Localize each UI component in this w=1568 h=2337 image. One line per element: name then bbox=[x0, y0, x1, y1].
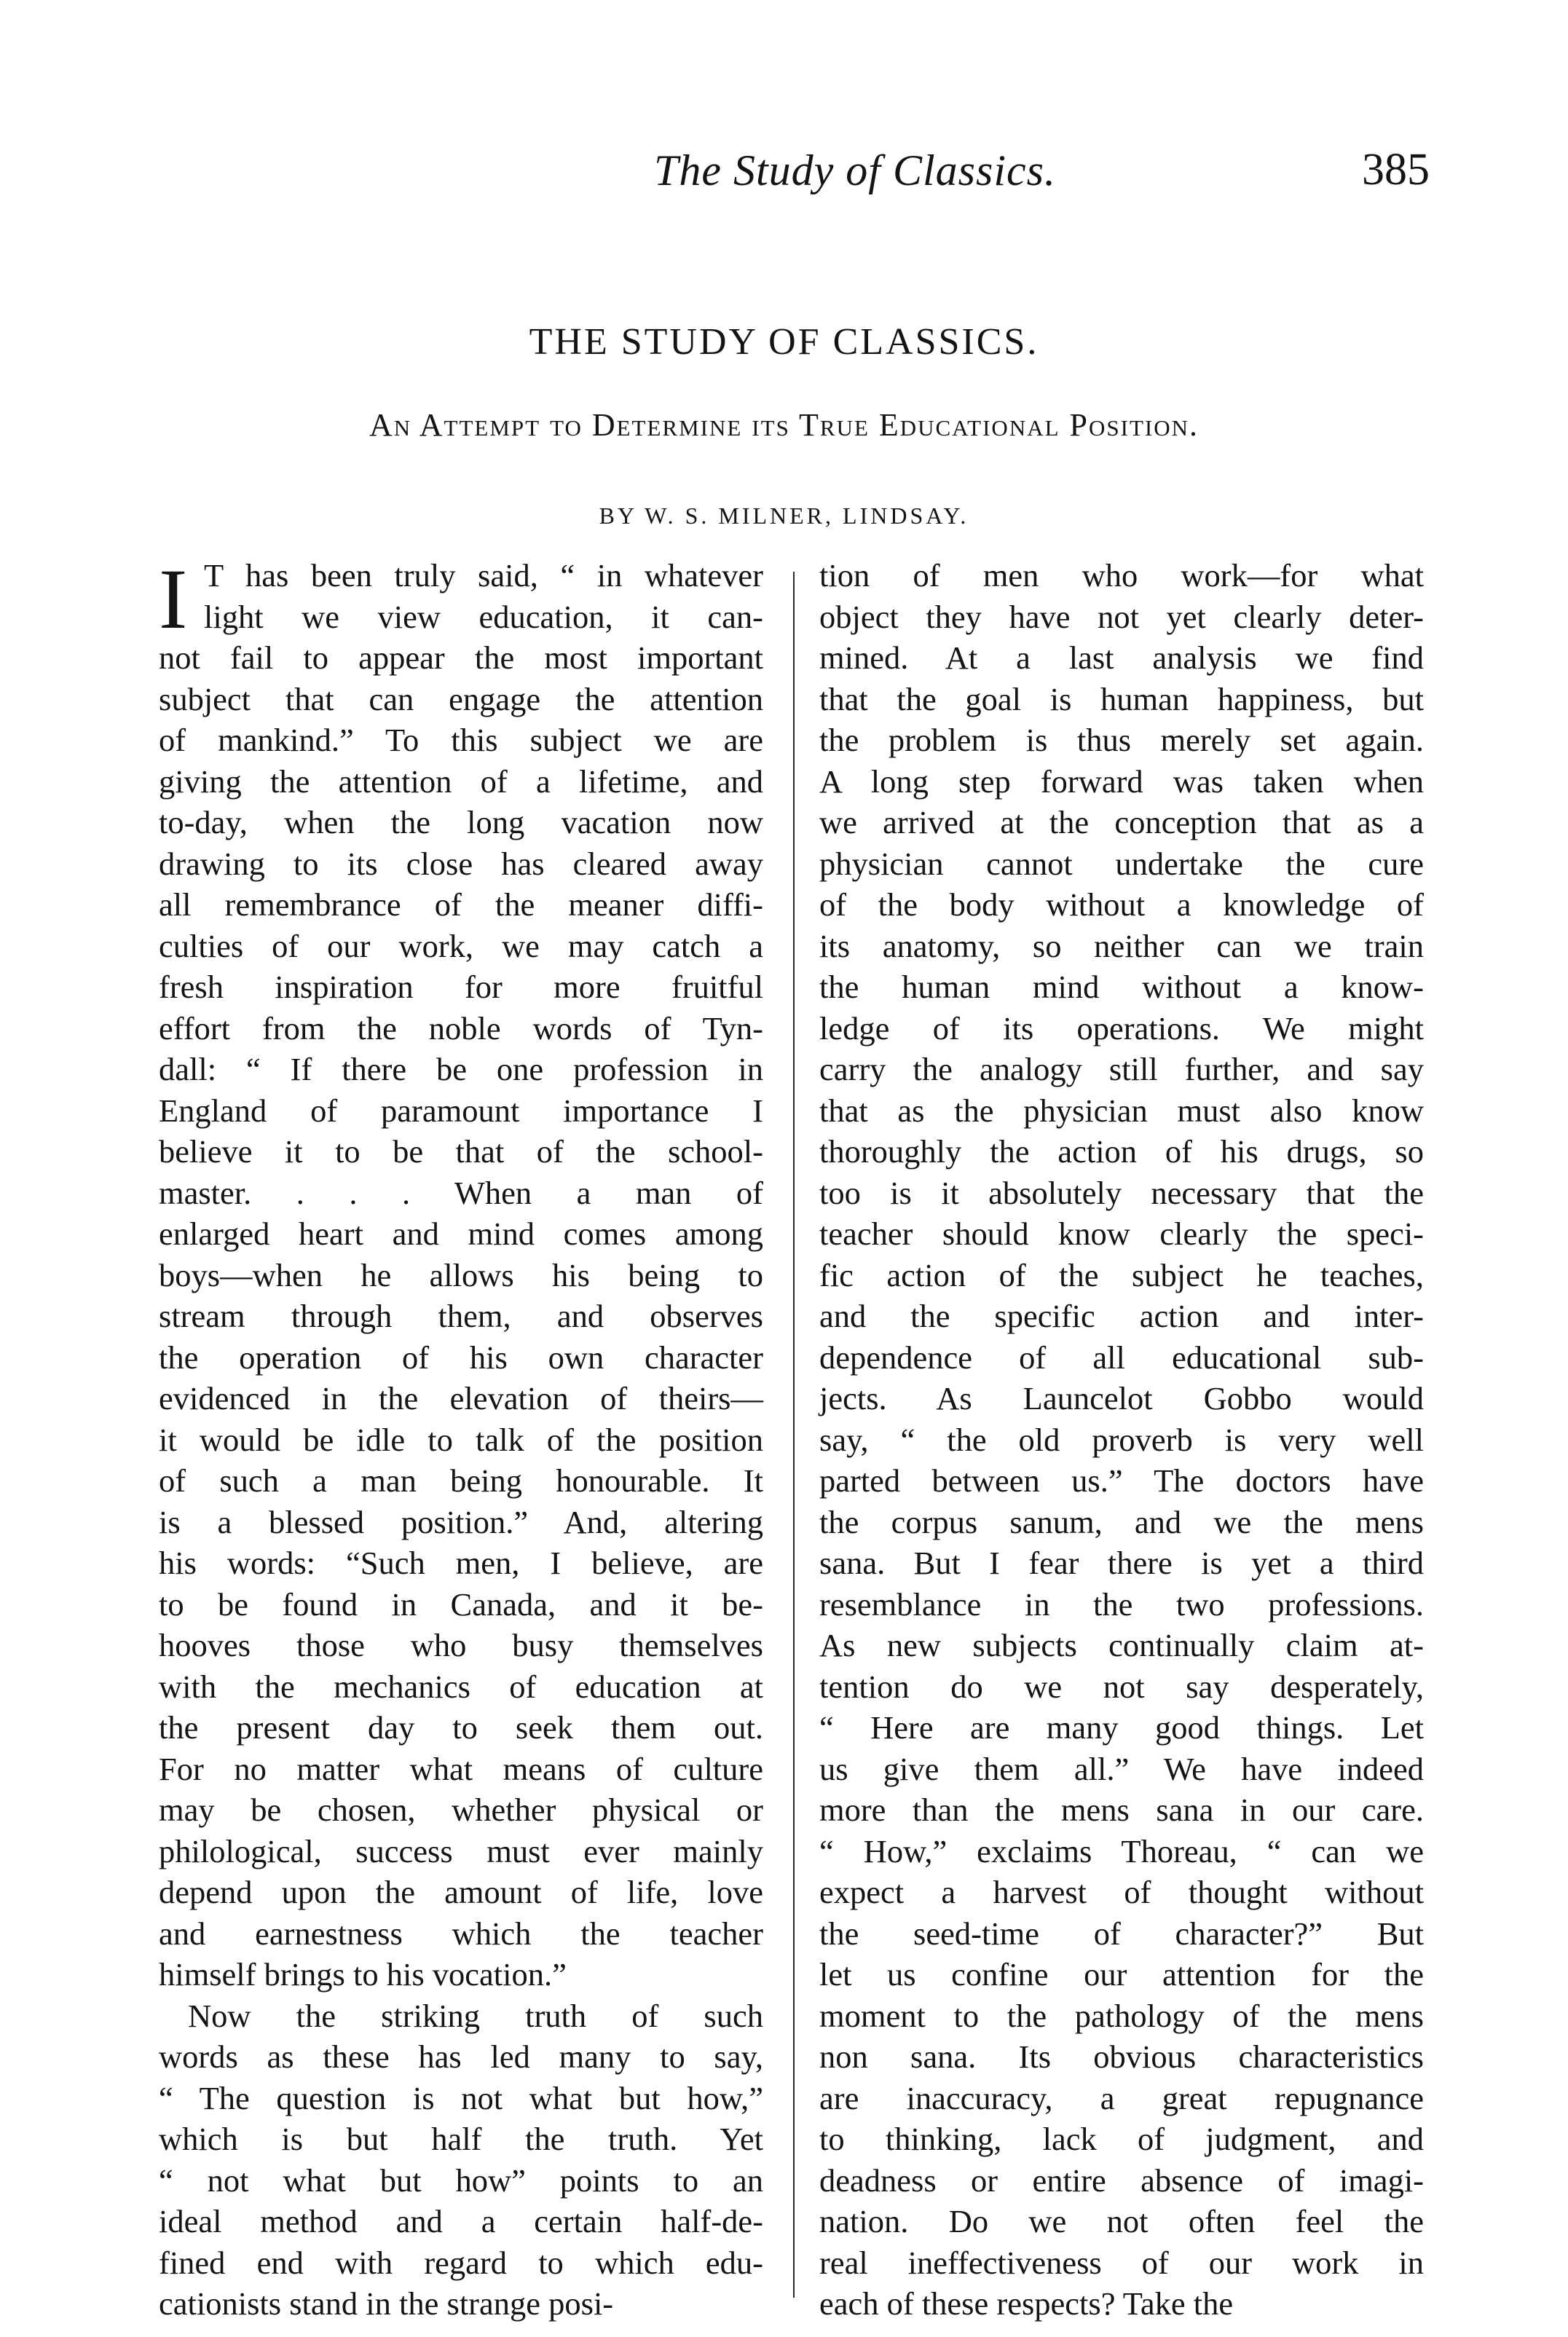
text-line: believe it to be that of the school- bbox=[159, 1133, 763, 1170]
text-line: the human mind without a know- bbox=[819, 969, 1424, 1005]
text-line: object they have not yet clearly deter- bbox=[819, 598, 1424, 635]
text-line: it would be idle to talk of the position bbox=[159, 1421, 763, 1458]
article-subtitle: An Attempt to Determine its True Educational Position. bbox=[369, 407, 1199, 443]
text-line: his words: “Such men, I believe, are bbox=[159, 1545, 763, 1581]
text-line: effort from the noble words of Tyn- bbox=[159, 1009, 763, 1047]
text-line: dependence of all educational sub- bbox=[819, 1339, 1424, 1376]
text-line: that as the physician must also know bbox=[819, 1092, 1424, 1129]
text-line: “ The question is not what but how,” bbox=[159, 2079, 763, 2116]
text-line: us give them all.” We have indeed bbox=[819, 1750, 1424, 1787]
text-line: words as these has led many to say, bbox=[159, 2038, 763, 2075]
text-line: expect a harvest of thought without bbox=[819, 1874, 1424, 1910]
text-line: physician cannot undertake the cure bbox=[819, 845, 1424, 882]
text-line: resemblance in the two professions. bbox=[819, 1585, 1424, 1623]
text-line: teacher should know clearly the speci- bbox=[819, 1215, 1424, 1252]
text-line: ideal method and a certain half-de- bbox=[159, 2203, 763, 2239]
text-line: thoroughly the action of his drugs, so bbox=[819, 1133, 1424, 1170]
text-line: nation. Do we not often feel the bbox=[819, 2203, 1424, 2239]
text-line: For no matter what means of culture bbox=[159, 1750, 763, 1787]
text-line: fic action of the subject he teaches, bbox=[819, 1256, 1424, 1293]
text-line: boys—when he allows his being to bbox=[159, 1256, 763, 1293]
text-line: As new subjects continually claim at- bbox=[819, 1627, 1424, 1663]
text-line: the seed-time of character?” But bbox=[819, 1915, 1424, 1952]
text-line: dall: “ If there be one profession in bbox=[159, 1051, 763, 1087]
text-line: say, “ the old proverb is very well bbox=[819, 1421, 1424, 1458]
text-line: with the mechanics of education at bbox=[159, 1668, 763, 1705]
text-line: its anatomy, so neither can we train bbox=[819, 927, 1424, 964]
text-line: all remembrance of the meaner diffi- bbox=[159, 886, 763, 923]
column-divider bbox=[793, 572, 795, 2298]
text-line: sana. But I fear there is yet a third bbox=[819, 1545, 1424, 1581]
text-line: not fail to appear the most important bbox=[159, 639, 763, 676]
text-line: which is but half the truth. Yet bbox=[159, 2121, 763, 2157]
byline: BY W. S. MILNER, LINDSAY. bbox=[599, 503, 969, 529]
text-line: fresh inspiration for more fruitful bbox=[159, 969, 763, 1005]
text-line: let us confine our attention for the bbox=[819, 1956, 1424, 1993]
text-line: non sana. Its obvious characteristics bbox=[819, 2038, 1424, 2075]
article-title: THE STUDY OF CLASSICS. bbox=[529, 321, 1039, 363]
text-line: enlarged heart and mind comes among bbox=[159, 1215, 763, 1252]
text-line: Now the striking truth of such bbox=[188, 1997, 763, 2034]
text-line: “ Here are many good things. Let bbox=[819, 1709, 1424, 1746]
text-line: carry the analogy still further, and say bbox=[819, 1051, 1424, 1087]
text-line: of the body without a knowledge of bbox=[819, 886, 1424, 923]
text-line: fined end with regard to which edu- bbox=[159, 2244, 763, 2281]
text-line: light we view education, it can- bbox=[204, 598, 763, 635]
text-line: the present day to seek them out. bbox=[159, 1709, 763, 1746]
text-line: T has been truly said, “ in whatever bbox=[204, 557, 763, 594]
text-line: is a blessed position.” And, altering bbox=[159, 1503, 763, 1540]
text-line: to be found in Canada, and it be- bbox=[159, 1585, 763, 1623]
text-line: subject that can engage the attention bbox=[159, 680, 763, 717]
text-line: deadness or entire absence of imagi- bbox=[819, 2161, 1424, 2199]
text-line: culties of our work, we may catch a bbox=[159, 927, 763, 964]
page-number: 385 bbox=[1362, 145, 1430, 194]
text-line: to-day, when the long vacation now bbox=[159, 804, 763, 840]
text-line: and earnestness which the teacher bbox=[159, 1915, 763, 1952]
text-line: and the specific action and inter- bbox=[819, 1298, 1424, 1334]
text-line: “ How,” exclaims Thoreau, “ can we bbox=[819, 1832, 1424, 1869]
text-line: may be chosen, whether physical or bbox=[159, 1792, 763, 1828]
text-line: moment to the pathology of the mens bbox=[819, 1997, 1424, 2034]
running-title: The Study of Classics. bbox=[653, 146, 1056, 194]
text-line: England of paramount importance I bbox=[159, 1092, 763, 1129]
text-line: too is it absolutely necessary that the bbox=[819, 1174, 1424, 1211]
text-line: giving the attention of a lifetime, and bbox=[159, 762, 763, 800]
text-line: each of these respects? Take the bbox=[819, 2285, 1234, 2322]
right-column bbox=[819, 555, 1424, 2325]
text-line: ledge of its operations. We might bbox=[819, 1009, 1424, 1047]
text-line: more than the mens sana in our care. bbox=[819, 1792, 1424, 1828]
text-line: depend upon the amount of life, love bbox=[159, 1874, 763, 1910]
text-line: A long step forward was taken when bbox=[819, 762, 1424, 800]
text-line: to thinking, lack of judgment, and bbox=[819, 2121, 1424, 2157]
text-line: the operation of his own character bbox=[159, 1339, 763, 1376]
text-line: that the goal is human happiness, but bbox=[819, 680, 1424, 717]
text-line: cationists stand in the strange posi- bbox=[159, 2285, 614, 2322]
drop-cap: I bbox=[159, 551, 188, 647]
text-line: philological, success must ever mainly bbox=[159, 1832, 763, 1869]
text-line: mined. At a last analysis we find bbox=[819, 639, 1424, 676]
text-line: the problem is thus merely set again. bbox=[819, 722, 1424, 758]
left-column bbox=[159, 551, 763, 2325]
text-line: parted between us.” The doctors have bbox=[819, 1462, 1424, 1499]
text-line: we arrived at the conception that as a bbox=[819, 804, 1424, 840]
text-line: are inaccuracy, a great repugnance bbox=[819, 2079, 1424, 2116]
text-line: of such a man being honourable. It bbox=[159, 1462, 763, 1499]
text-line: evidenced in the elevation of theirs— bbox=[159, 1380, 763, 1416]
text-line: real ineffectiveness of our work in bbox=[819, 2244, 1424, 2281]
text-line: hooves those who busy themselves bbox=[159, 1627, 763, 1663]
text-line: of mankind.” To this subject we are bbox=[159, 722, 763, 758]
text-line: tention do we not say desperately, bbox=[819, 1668, 1424, 1705]
text-line: the corpus sanum, and we the mens bbox=[819, 1503, 1424, 1540]
text-line: stream through them, and observes bbox=[159, 1298, 763, 1334]
text-line: tion of men who work—for what bbox=[819, 557, 1424, 594]
text-line: himself brings to his vocation.” bbox=[159, 1956, 567, 1993]
text-line: jects. As Launcelot Gobbo would bbox=[819, 1380, 1424, 1416]
text-line: “ not what but how” points to an bbox=[159, 2161, 763, 2199]
text-line: master. . . . When a man of bbox=[159, 1174, 763, 1211]
text-line: drawing to its close has cleared away bbox=[159, 845, 763, 882]
